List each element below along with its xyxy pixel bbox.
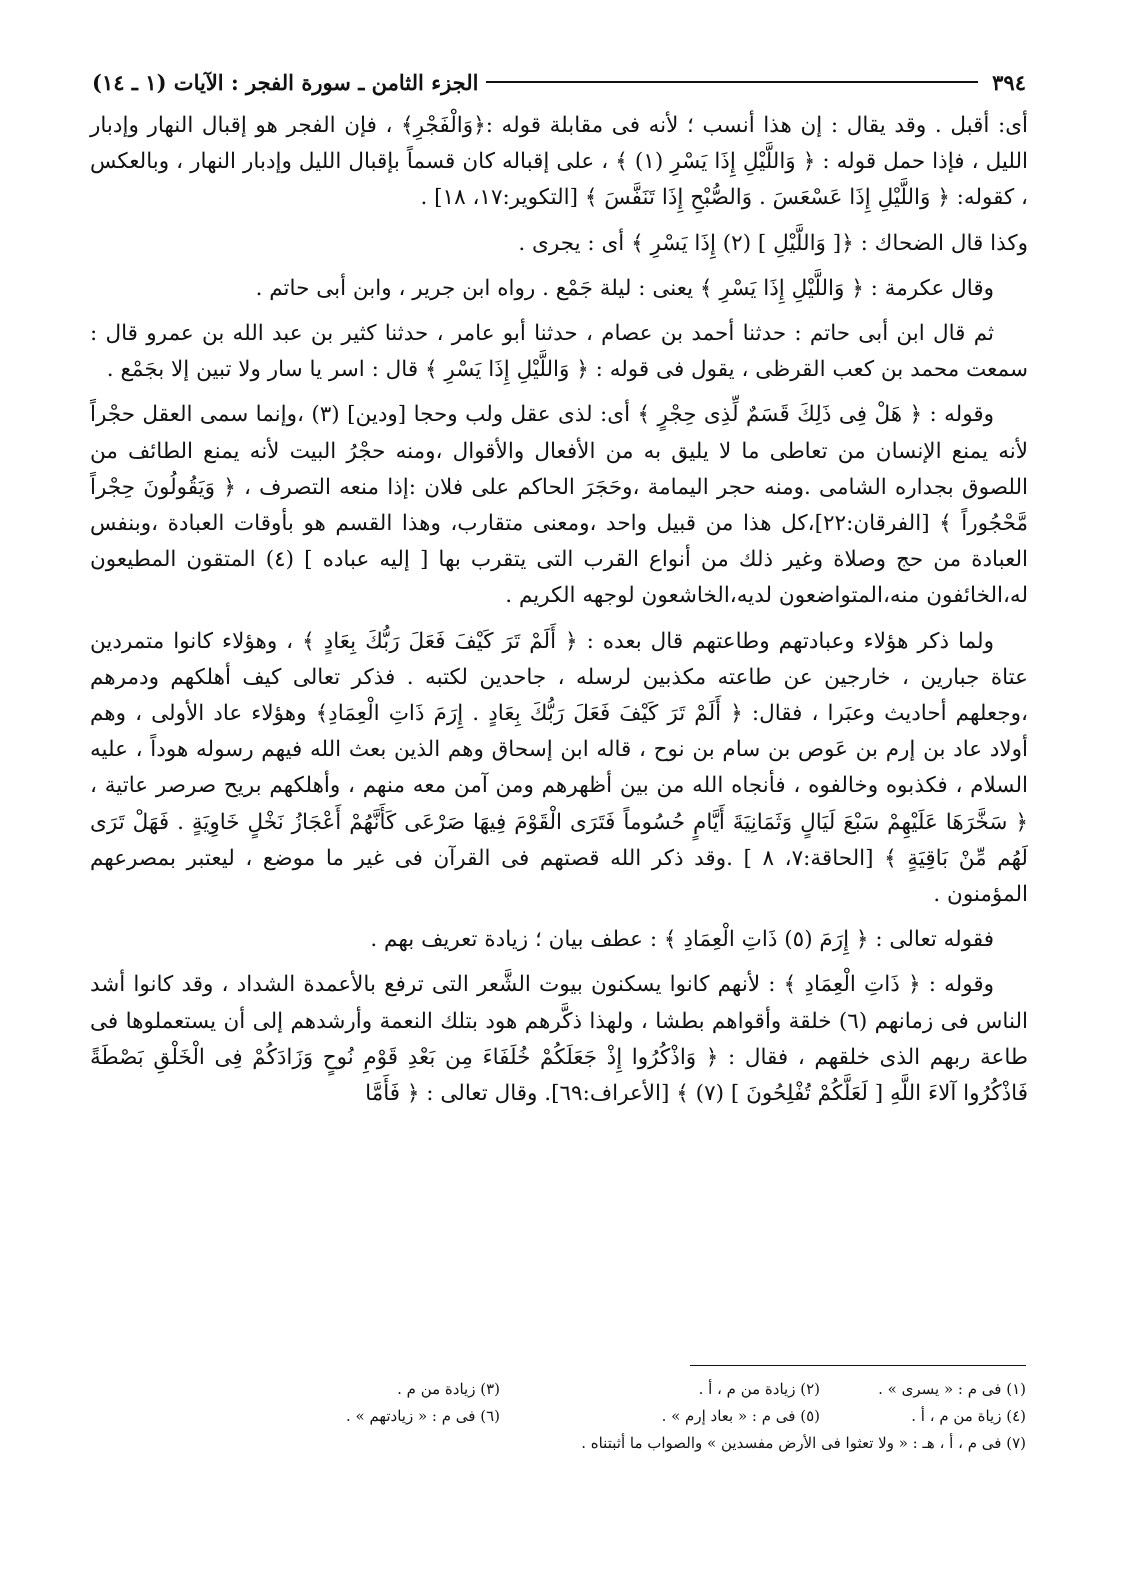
- paragraph-1: أى: أقبل . وقد يقال : إن هذا أنسب ؛ لأنه فى مقابلة قوله :﴿وَالْفَجْرِ﴾ ، فإن الفجر هو إقبال النهار وإدبار الليل ، فإذا حمل قوله : ﴿ وَاللَّيْلِ إِذَا يَسْرِ (١) ﴾ ، على إقباله كان قسماً بإقبال الليل وإدبار النهار ، وبالعكس ، كقوله: ﴿ وَاللَّيْلِ إِذَا عَسْعَسَ . وَالصُّبْحِ إِذَا تَنَفَّسَ ﴾ [التكوير:١٧، ١٨] .: [90, 113, 1028, 211]
- header-rule: [486, 81, 978, 83]
- footnote-2: (٢) زيادة من م ، أ .: [698, 1380, 820, 1398]
- paragraph-4: وقوله : ﴿ هَلْ فِى ذَلِكَ قَسَمٌ لِّذِى حِجْرٍ ﴾ أى: لذى عقل ولب وحجا [ودين] (٣) ،وإنما سمى العقل حجْراً لأنه يمنع الإنسان من تعاطى ما لا يليق به من الأفعال والأقوال ،ومنه حجْرُ البيت لأنه يمنع الطائف من اللصوق بجداره الشامى .ومنه حجر اليمامة ،وحَجَرَ الحاكم على فلان :إذا منعه التصرف ، ﴿ وَيَقُولُونَ حِجْراً مَّحْجُوراً ﴾ [الفرقان:٢٢]،كل هذا من قبيل واحد ،ومعنى متقارب، وهذا القسم هو بأوقات العبادة ،وبنفس العبادة من حج وصلاة وغير ذلك من أنواع القرب التى يتقرب بها [ إليه عباده ] (٤) المتقون المطيعون له،الخائفون منه،المتواضعون لديه،الخاشعون لوجهه الكريم .: [90, 402, 1028, 609]
- footnote-6: (٦) فى م : « زيادتهم » .: [345, 1407, 500, 1425]
- footnote-5: (٥) فى م : « بعاد إرم » .: [661, 1407, 820, 1425]
- footnote-4: (٤) زياة من م ، أ .: [911, 1407, 1026, 1425]
- footnote-row-2: [170, 1403, 1026, 1430]
- paragraph-7: وقوله : ﴿ ذَاتِ الْعِمَادِ ﴾ : لأنهم كانوا يسكنون بيوت الشَّعر التى ترفع بالأعمدة الشداد ، وقد كانوا أشد الناس فى زمانهم (٦) خلقة وأقواهم بطشا ، ولهذا ذكَّرهم هود بتلك النعمة وأرشدهم إلى أن يستعملوها فى طاعة ربهم الذى خلقهم ، فقال : ﴿ وَاذْكُرُوا إِذْ جَعَلَكُمْ خُلَفَاءَ مِن بَعْدِ قَوْمِ نُوحٍ وَزَادَكُمْ فِى الْخَلْقِ بَصْطَةً فَاذْكُرُوا آلاءَ اللَّهِ [ لَعَلَّكُمْ تُفْلِحُونَ ] (٧) ﴾ [الأعراف:٦٩]. وقال تعالى : ﴿ فَأَمَّا: [90, 972, 1028, 1107]
- footnote-separator: [690, 1365, 1026, 1366]
- paragraph-1b: وكذا قال الضحاك : ﴿[ وَاللَّيْلِ ] (٢) إِذَا يَسْرِ ﴾ أى : يجرى .: [518, 230, 1028, 256]
- body-text: [90, 108, 1028, 1121]
- footnote-3: (٣) زيادة من م .: [397, 1380, 500, 1398]
- footnote-row-1: [170, 1376, 1026, 1403]
- footnote-7: (٧) فى م ، أ ، هـ : « ولا تعثوا فى الأرض مفسدين » والصواب ما أثبتناه .: [581, 1434, 1026, 1452]
- footnote-1: (١) فى م : « يسرى » .: [878, 1380, 1026, 1398]
- footnote-row-3: [170, 1430, 1026, 1457]
- running-header: [92, 62, 1026, 102]
- header-title: الجزء الثامن ـ سورة الفجر : الآيات (١ ـ ١٤): [92, 69, 479, 95]
- paragraph-3: ثم قال ابن أبى حاتم : حدثنا أحمد بن عصام ، حدثنا أبو عامر ، حدثنا كثير بن عبد الله بن عمرو قال : سمعت محمد بن كعب القرظى ، يقول فى قوله : ﴿ وَاللَّيْلِ إِذَا يَسْرِ ﴾ قال : اسر يا سار ولا تبين إلا بجَمْع .: [90, 321, 1028, 383]
- paragraph-6: فقوله تعالى : ﴿ إِرَمَ (٥) ذَاتِ الْعِمَادِ ﴾ : عطف بيان ؛ زيادة تعريف بهم .: [370, 927, 994, 953]
- footnotes: [170, 1376, 1026, 1457]
- page-number: ٣٩٤: [992, 69, 1026, 95]
- paragraph-2: وقال عكرمة : ﴿ وَاللَّيْلِ إِذَا يَسْرِ ﴾ يعنى : ليلة جَمْع . رواه ابن جرير ، وابن أبى حاتم .: [255, 275, 994, 301]
- paragraph-5: ولما ذكر هؤلاء وعبادتهم وطاعتهم قال بعده : ﴿ أَلَمْ تَرَ كَيْفَ فَعَلَ رَبُّكَ بِعَادٍ ﴾ ، وهؤلاء كانوا متمردين عتاة جبارين ، خارجين عن طاعته مكذبين لرسله ، جاحدين لكتبه . فذكر تعالى كيف أهلكهم ودمرهم ،وجعلهم أحاديث وعبَرا ، فقال: ﴿ أَلَمْ تَرَ كَيْفَ فَعَلَ رَبُّكَ بِعَادٍ . إِرَمَ ذَاتِ الْعِمَادِ﴾ وهؤلاء عاد الأولى ، وهم أولاد عاد بن إرم بن عَوص بن سام بن نوح ، قاله ابن إسحاق وهم الذين بعث الله فيهم رسوله هوداً ، عليه السلام ، فكذبوه وخالفوه ، فأنجاه الله من بين أظهرهم ومن آمن معه منهم ، وأهلكهم بريح صرصر عاتية ، ﴿ سَخَّرَهَا عَلَيْهِمْ سَبْعَ لَيَالٍ وَثَمَانِيَةَ أَيَّامٍ حُسُوماً فَتَرَى الْقَوْمَ فِيهَا صَرْعَى كَأَنَّهُمْ أَعْجَازُ نَخْلٍ خَاوِيَةٍ . فَهَلْ تَرَى لَهُم مِّنْ بَاقِيَةٍ ﴾ [الحاقة:٧، ٨ ] .وقد ذكر الله قصتهم فى القرآن فى غير ما موضع ، ليعتبر بمصرعهم المؤمنون .: [90, 628, 1028, 908]
